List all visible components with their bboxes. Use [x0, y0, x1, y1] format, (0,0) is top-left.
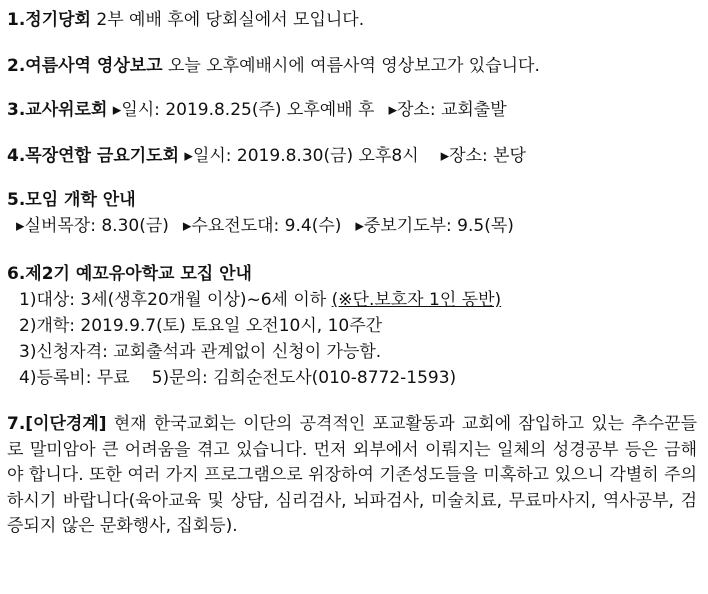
notice-5-title: 5.모임 개학 안내 — [7, 190, 136, 210]
notice-5-intercession: ▸중보기도부: 9.5(목) — [355, 216, 514, 236]
notice-3-date: ▸일시: 2019.8.25(주) 오후예배 후 — [107, 100, 375, 120]
notice-4-place: ▸장소: 본당 — [440, 146, 526, 166]
notice-7 — [7, 412, 697, 540]
notice-3 — [7, 98, 507, 122]
notice-1-body: 2부 예배 후에 당회실에서 모입니다. — [90, 10, 365, 30]
notice-6-line-2 — [19, 314, 382, 338]
notice-6-eligibility: 3)신청자격: 교회출석과 관계없이 신청이 가능함. — [19, 342, 382, 362]
notice-5-heading — [7, 188, 136, 212]
notice-4-title: 4.목장연합 금요기도회 — [7, 146, 180, 166]
notice-6-opening: 2)개학: 2019.9.7(토) 토요일 오전10시, 10주간 — [19, 316, 383, 336]
notice-2 — [7, 54, 540, 78]
notice-2-body: 오늘 오후예배시에 여름사역 영상보고가 있습니다. — [162, 56, 540, 76]
notice-1 — [7, 8, 364, 32]
notice-6-guardian-note: (※단.보호자 1인 동반) — [331, 290, 502, 310]
notice-6-line-3 — [19, 340, 381, 364]
notice-5-schedule — [16, 214, 514, 238]
notice-6-title: 6.제2기 예꼬유아학교 모집 안내 — [7, 264, 252, 284]
notice-4-date: ▸일시: 2019.8.30(금) 오후8시 — [179, 146, 419, 166]
notice-6-target: 1)대상: 3세(생후20개월 이상)~6세 이하 — [19, 290, 332, 310]
notice-6-fee: 4)등록비: 무료 — [19, 368, 130, 388]
notice-2-title: 2.여름사역 영상보고 — [7, 56, 163, 76]
notice-5-wednesday: ▸수요전도대: 9.4(수) — [182, 216, 342, 236]
notice-6-line-1 — [19, 288, 501, 312]
notice-6-line-4 — [19, 366, 456, 390]
notice-4 — [7, 144, 526, 168]
notice-6-contact: 5)문의: 김희순전도사(010-8772-1593) — [151, 368, 457, 388]
notice-5-silver: ▸실버목장: 8.30(금) — [16, 216, 169, 236]
notice-6-heading — [7, 262, 252, 286]
notice-3-title: 3.교사위로회 — [7, 100, 108, 120]
notice-7-body: 현재 한국교회는 이단의 공격적인 포교활동과 교회에 잠입하고 있는 추수꾼들로 말미암아 큰 어려움을 겪고 있습니다. 먼저 외부에서 이뤄지는 일체의 성경공부 등은 금해야 합니다. 또한 여러 가지 프로그램으로 위장하여 기존성도들을 미혹하고 있으니 각별히 주의하시기 바랍니다(육아교육 및 상담, 심리검사, 뇌파검사, 미술치료, 무료마사지, 역사공부, 검증되지 않은 문화행사, 집회등). — [7, 414, 697, 537]
notice-7-title: 7.[이단경계] — [7, 414, 107, 434]
notice-1-title: 1.정기당회 — [7, 10, 91, 30]
notice-3-place: ▸장소: 교회출발 — [388, 100, 507, 120]
